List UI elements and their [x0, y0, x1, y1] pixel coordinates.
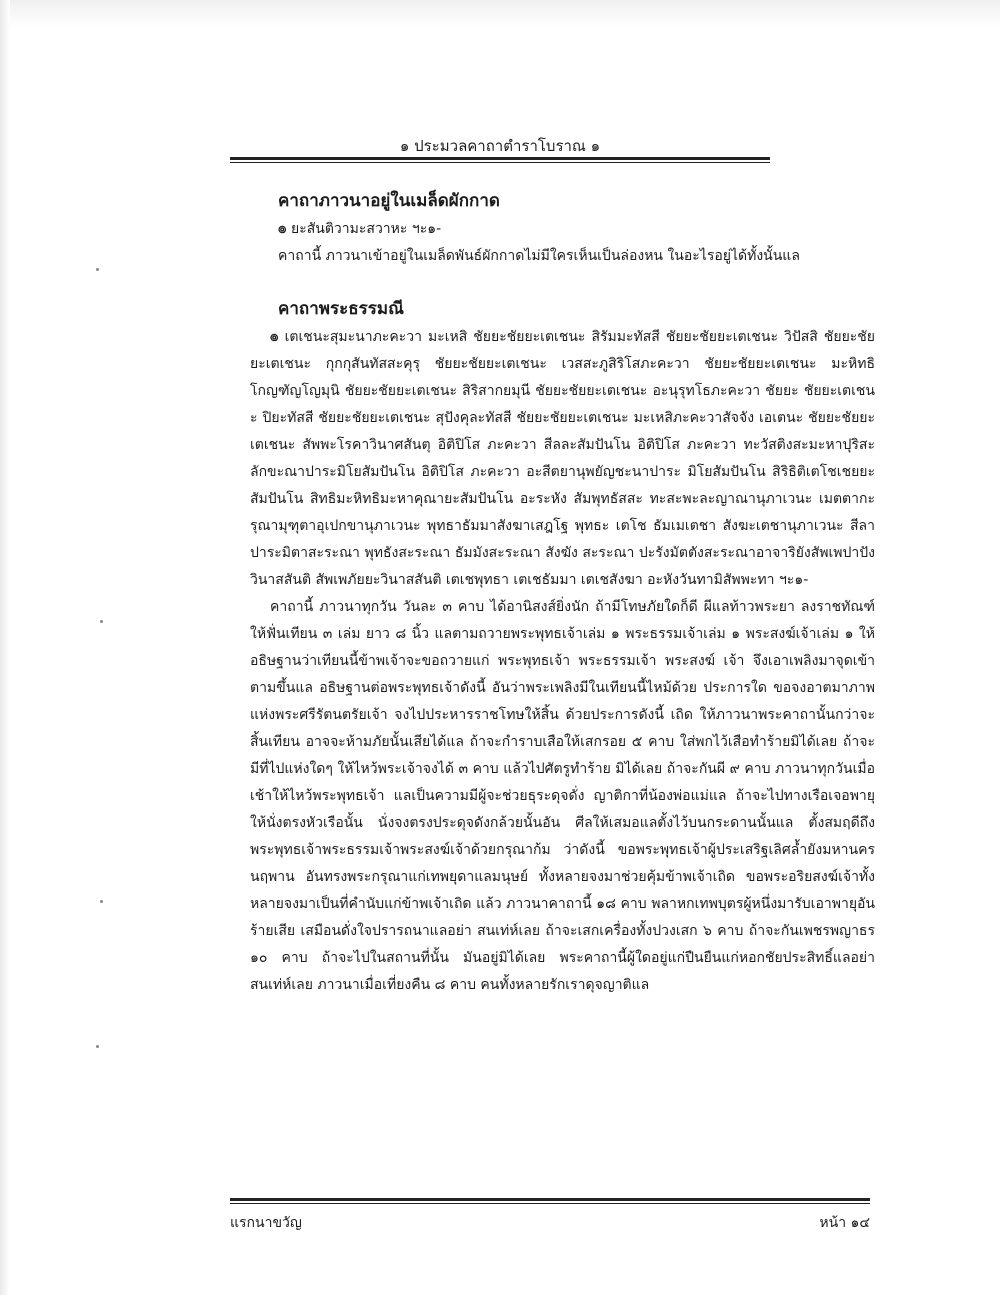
scan-edge [0, 0, 1000, 28]
footer-page-number: หน้า ๑๔ [819, 1215, 870, 1231]
scan-speck [100, 900, 103, 903]
scan-speck [100, 620, 103, 623]
section-body [250, 324, 875, 999]
scan-speck [96, 1045, 99, 1048]
scan-left-shadow [0, 0, 10, 1295]
chant-paragraph [250, 324, 875, 594]
explanation-text: คาถานี้ ภาวนาเข้าอยู่ในเมล็ดพันธ์ผักกาดไม่มีใครเห็นเป็นล่องหน ในอะไรอยู่ได้ทั้งนั้นแล [278, 248, 800, 264]
header-rule [230, 157, 770, 160]
om-symbol: ๏ [278, 221, 287, 237]
footer-rule-thin [230, 1203, 870, 1204]
om-symbol: ๏ [270, 329, 279, 345]
page-header: ๑ ประมวลคาถาตำราโบราณ ๑ [399, 137, 601, 155]
footer-book-title: แรกนาขวัญ [230, 1215, 302, 1231]
section-title: คาถาพระธรรมณี [278, 299, 404, 319]
section-title: คาถาภาวนาอยู่ในเมล็ดผักกาด [278, 191, 500, 211]
footer-rule [230, 1198, 870, 1201]
page-content [250, 186, 876, 999]
section-line [278, 216, 873, 243]
explanation-paragraph: คาถานี้ ภาวนาทุกวัน วันละ ๓ คาบ ได้อานิสงส์ยิ่งนัก ถ้ามีโทษภัยใดก็ดี ผีแลท้าวพระยา ลงราชทัณฑ์ ให้ฟั่นเทียน ๓ เล่ม ยาว ๘ นิ้ว แลตามถวายพระพุทธเจ้าเล่ม ๑ พระธรรมเจ้าเล่ม ๑ พระสงฆ์เจ้าเล่ม ๑ ให้อธิษฐานว่าเทียนนี้ข้าพเจ้าจะขอถวายแก่ พระพุทธเจ้า พระธรรมเจ้า พระสงฆ์ เจ้า จึงเอาเพลิงมาจุดเข้าตามขึ้นแล อธิษฐานต่อพระพุทธเจ้าดังนี้ อันว่าพระเพลิงมีในเทียนนี้ไหม้ด้วย ประการใด ขอจงอาตมาภาพแห่งพระศรีรัตนตรัยเจ้า จงไปประหารราชโทษให้สิ้น ด้วยประการดังนี้ เถิด ให้ภาวนาพระคาถานั้นกว่าจะสิ้นเทียน อาจจะห้ามภัยนั้นเสียได้แล ถ้าจะกำราบเสือให้เสกรอย ๕ คาบ ใส่พกไว้เสือทำร้ายมิได้เลย ถ้าจะมีที่ไปแห่งใดๆ ให้ไหว้พระเจ้าจงได้ ๓ คาบ แล้วไปศัตรูทำร้าย มิได้เลย ถ้าจะกันผี ๙ คาบ ภาวนาทุกวันเมื่อเช้าให้ไหว้พระพุทธเจ้า แลเป็นความมีผู้จะช่วยธุระดุจดั่ง ญาติกาที่น้องพ่อแม่แล ถ้าจะไปทางเรือเจอพายุ ให้นั่งตรงหัวเรือนั้น นั่งจงตรงประดุจดังกล้วยนั้นอัน ศีลให้เสมอแลตั้งไว้บนกระดานนั้นแล ตั้งสมฤดีถึงพระพุทธเจ้าพระธรรมเจ้าพระสงฆ์เจ้าด้วยกรุณาก้ม ว่าดังนี้ ขอพระพุทธเจ้าผู้ประเสริฐเลิศล้ำยังมหานครนฤพาน อันทรงพระกรุณาแก่เทพยุดาแลมนุษย์ ทั้งหลายจงมาช่วยคุ้มข้าพเจ้าเถิด ขอพระอริยสงฆ์เจ้าทั้งหลายจงมาเป็นที่คำนับแก่ข้าพเจ้าเถิด แล้ว ภาวนาคาถานี้ ๑๘ คาบ พลาหกเทพบุตรผู้หนึ่งมารับเอาพายุอันร้ายเสีย เสมือนดั่งใจปรารถนาแลอย่า สนเท่ห์เลย ถ้าจะเสกเครื่องทั้งปวงเสก ๖ คาบ ถ้าจะกันเพชรพญาธร ๑๐ คาบ ถ้าจะไปในสถานที่นั้น มันอยู่มิได้เลย พระคาถานี้ผู้ใดอยู่แก่ปืนยืนแก่หอกชัยประสิทธิ์แลอย่าสนเท่ห์เลย ภาวนาเมื่อเที่ยงคืน ๘ คาบ คนทั้งหลายรักเราดุจญาติแล [250, 599, 875, 993]
header-rule-thin [230, 162, 770, 163]
chant-text: เตเชนะสุมะนาภะคะวา มะเหสิ ชัยยะชัยยะเตเชนะ สิรัมมะทัสสี ชัยยะชัยยะเตเชนะ วิปัสสิ ชัยยะชัยยะเตเชนะ กุกกุสันทัสสะคุรุ ชัยยะชัยยะเตเชนะ เวสสะภูสิริโสภะคะวา ชัยยะชัยยะเตเชนะ มะหิทธิโกญฑัญโญมุนิ ชัยยะชัยยะเตเชนะ สิริสากยมุนี ชัยยะชัยยะเตเชนะ อะนุรุทโธภะคะวา ชัยยะ ชัยยะเตเชนะ ปิยะทัสสี ชัยยะชัยยะเตเชนะ สุปังคุละทัสสี ชัยยะชัยยะเตเชนะ มะเหสิภะคะวาสัจจัง เอเตนะ ชัยยะชัยยะเตเชนะ สัพพะโรคาวินาศสันตุ อิติปิโส ภะคะวา สีลละสัมปันโน อิติปิโส ภะคะวา ทะวัสติงสะมะหาปุริสะลักขะณาปาระมิโยสัมปันโน อิติปิโส ภะคะวา อะสีตยานุพยัญชะนาปาระ มิโยสัมปันโน สิริธิติเตโชเชยยะสัมปันโน สิทธิมะหิทธิมะหาคุณายะสัมปันโน อะระหัง สัมพุทธัสสะ ทะสะพะละญาณานุภาเวนะ เมตตากะรุณามุฑุตาอุเปกขานุภาเวนะ พุทธาธัมมาสังฆาเสฎโฐ พุทธะ เตโช ธัมเมเตชา สังฆะเตชานุภาเวนะ สีลาปาระมิตาสะระณา พุทธังสะระณา ธัมมังสะระณา สังฆัง สะระณา ปะรังมัตตังสะระณาอาจาริยังสัพเพปาปังวินาสสันติ สัพเพภัยยะวินาสสันติ เตเชพุทธา เตเชธัมมา เตเชสังฆา อะหังวันทามิสัพพะทา ฯะ๑- [250, 329, 876, 588]
chant-text: ยะสันติวามะสวาหะ ฯะ๑- [291, 221, 442, 237]
scan-speck [96, 268, 99, 271]
